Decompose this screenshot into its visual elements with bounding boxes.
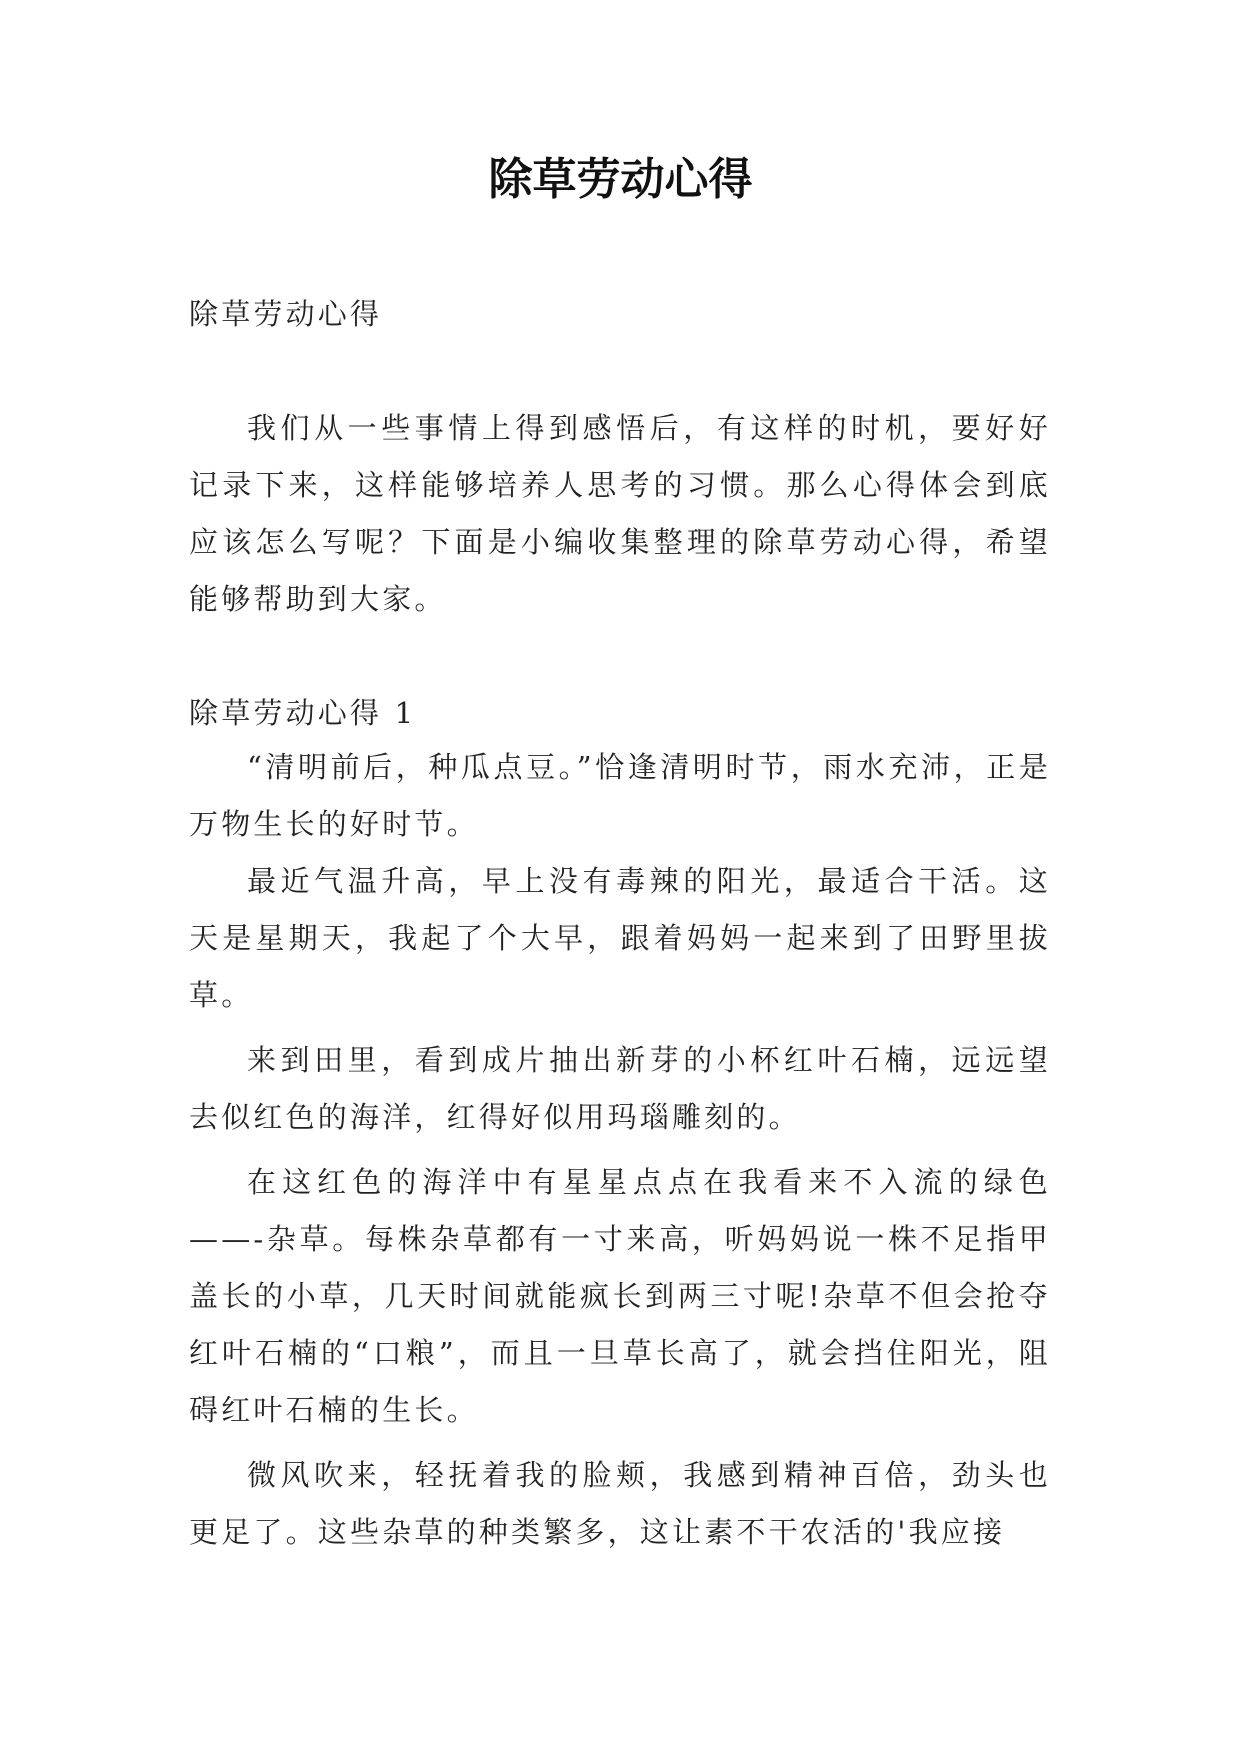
intro-paragraph: 我们从一些事情上得到感悟后，有这样的时机，要好好记录下来，这样能够培养人思考的习惯。那么心得体会到底应该怎么写呢？下面是小编收集整理的除草劳动心得，希望能够帮助到大家。: [189, 411, 1051, 616]
body-paragraph: 最近气温升高，早上没有毒辣的阳光，最适合干活。这天是星期天，我起了个大早，跟着妈妈一起来到了田野里拔草。: [189, 864, 1051, 1012]
section-heading: 除草劳动心得 1: [189, 696, 417, 730]
body-paragraph: 微风吹来，轻抚着我的脸颊，我感到精神百倍，劲头也更足了。这些杂草的种类繁多，这让素不干农活的'我应接: [189, 1458, 1051, 1549]
document-title: 除草劳动心得: [488, 154, 753, 205]
document-body: [189, 286, 1051, 1561]
body-paragraph: “清明前后，种瓜点豆。”恰逢清明时节，雨水充沛，正是万物生长的好时节。: [189, 750, 1051, 841]
body-paragraph: 在这红色的海洋中有星星点点在我看来不入流的绿色——-杂草。每株杂草都有一寸来高，听妈妈说一株不足指甲盖长的小草，几天时间就能疯长到两三寸呢!杂草不但会抢夺红叶石楠的“口粮”，而且一旦草长高了，就会挡住阳光，阻碍红叶石楠的生长。: [189, 1165, 1051, 1427]
body-paragraph: 来到田里，看到成片抽出新芽的小杯红叶石楠，远远望去似红色的海洋，红得好似用玛瑙雕刻的。: [189, 1043, 1051, 1134]
document-subtitle: 除草劳动心得: [189, 297, 383, 331]
